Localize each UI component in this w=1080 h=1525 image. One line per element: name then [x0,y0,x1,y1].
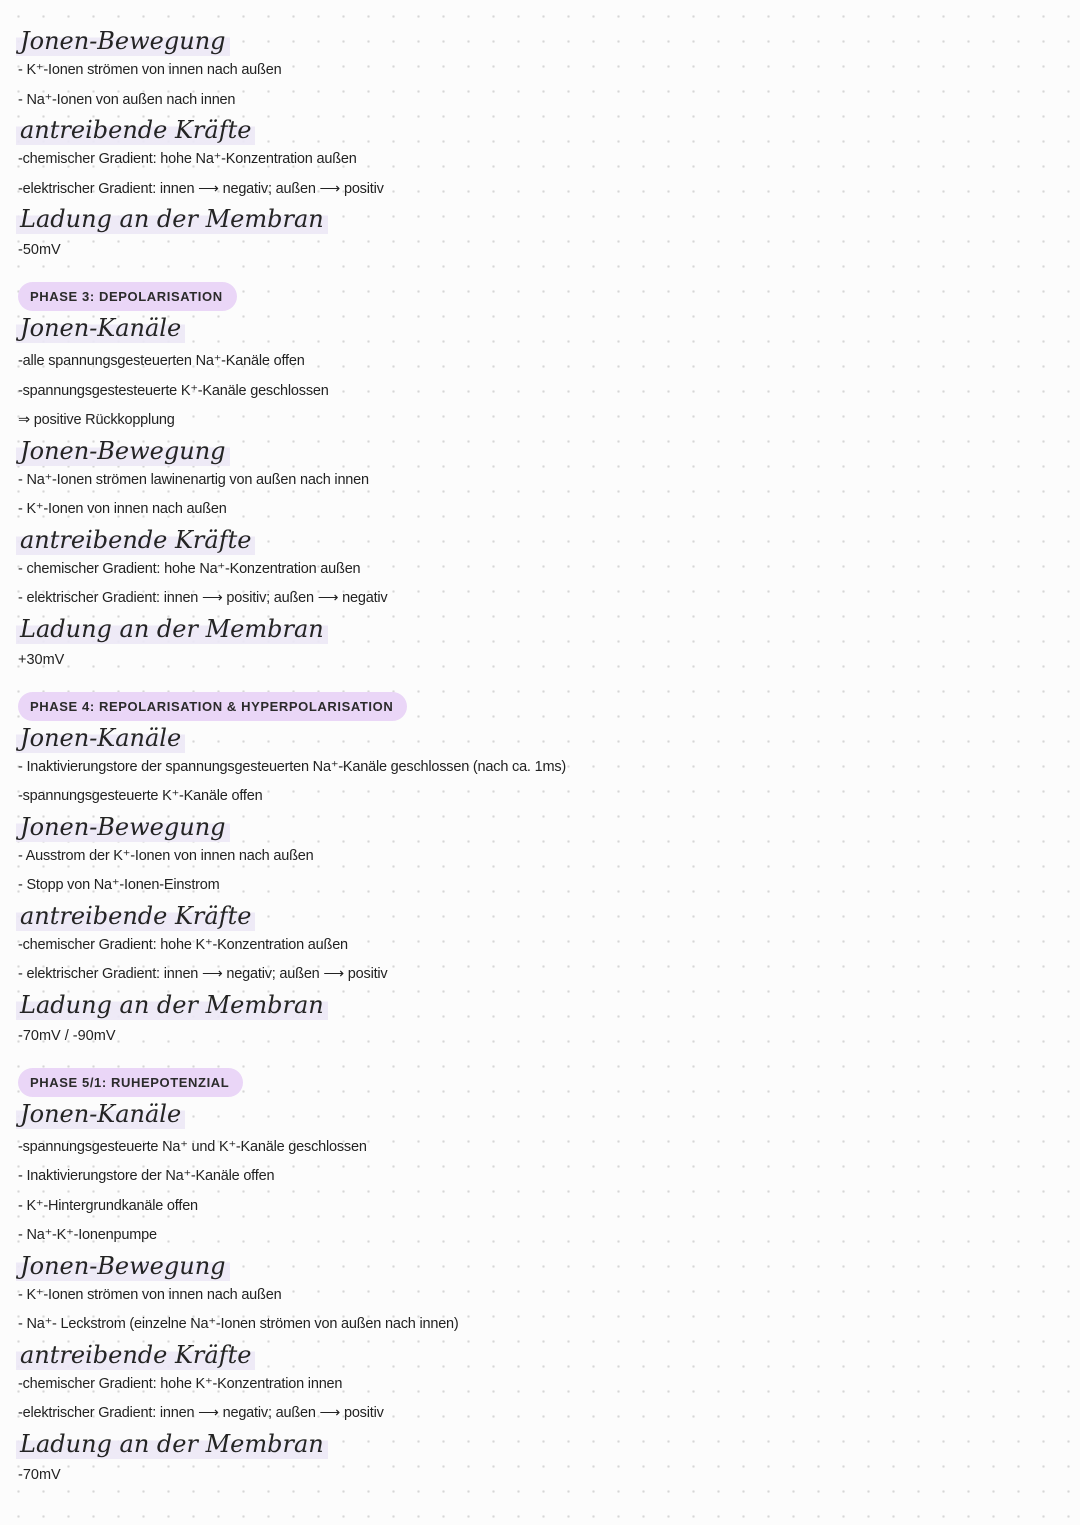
list-item: -chemischer Gradient: hohe K⁺-Konzentration außen [18,936,348,953]
list-item: -elektrischer Gradient: innen ⟶ negativ; außen ⟶ positiv [18,180,384,197]
heading-driving-forces: antreibende Kräfte [16,115,255,145]
heading-ion-channels: Jonen-Kanäle [16,1099,185,1129]
heading-ion-movement: Jonen-Bewegung [16,1251,230,1281]
list-item: - K⁺-Ionen von innen nach außen [18,501,227,517]
heading-membrane-charge: Ladung an der Membran [16,204,328,234]
list-item: - Inaktivierungstore der spannungsgesteuerten Na⁺-Kanäle geschlossen (nach ca. 1ms) [18,758,567,775]
notes-page [18,26,1058,1495]
list-item: - Inaktivierungstore der Na⁺-Kanäle offen [18,1168,275,1184]
list-item: - K⁺-Ionen strömen von innen nach außen [18,62,282,78]
membrane-voltage: -50mV [18,242,61,258]
list-item: -spannungsgesteuerte K⁺-Kanäle offen [18,788,263,804]
heading-ion-movement: Jonen-Bewegung [16,812,230,842]
membrane-voltage: -70mV / -90mV [18,1027,116,1044]
heading-membrane-charge: Ladung an der Membran [16,990,328,1020]
heading-membrane-charge: Ladung an der Membran [16,614,328,644]
heading-ion-movement: Jonen-Bewegung [16,26,230,56]
heading-driving-forces: antreibende Kräfte [16,901,255,931]
section-continuation [18,26,1058,260]
list-item: - Ausstrom der K⁺-Ionen von innen nach außen [18,847,314,864]
list-item: -elektrischer Gradient: innen ⟶ negativ; außen ⟶ positiv [18,1405,384,1421]
list-item: -chemischer Gradient: hohe Na⁺-Konzentration außen [18,151,357,167]
list-item: -chemischer Gradient: hohe K⁺-Konzentration innen [18,1375,343,1392]
list-item: - Na⁺-K⁺-Ionenpumpe [18,1227,157,1243]
section-phase-4 [18,680,1058,1046]
section-phase-5 [18,1056,1058,1485]
list-item: - Na⁺- Leckstrom (einzelne Na⁺-Ionen strömen von außen nach innen) [18,1316,459,1332]
membrane-voltage: +30mV [18,651,65,668]
phase-badge: PHASE 5/1: RUHEPOTENZIAL [18,1068,243,1097]
list-item: - chemischer Gradient: hohe Na⁺-Konzentration außen [18,560,361,577]
phase-badge: PHASE 4: REPOLARISATION & HYPERPOLARISATION [18,692,407,721]
list-item: - Na⁺-Ionen strömen lawinenartig von außen nach innen [18,471,369,488]
list-item: - Na⁺-Ionen von außen nach innen [18,91,236,108]
list-item: ⇒ positive Rückkopplung [18,412,175,428]
heading-membrane-charge: Ladung an der Membran [16,1429,328,1459]
heading-ion-movement: Jonen-Bewegung [16,436,230,466]
phase-badge: PHASE 3: DEPOLARISATION [18,282,237,311]
list-item: -alle spannungsgesteuerten Na⁺-Kanäle offen [18,353,305,369]
heading-driving-forces: antreibende Kräfte [16,525,255,555]
list-item: -spannungsgestesteuerte K⁺-Kanäle geschlossen [18,382,329,399]
list-item: - Stopp von Na⁺-Ionen-Einstrom [18,877,220,893]
heading-ion-channels: Jonen-Kanäle [16,313,185,343]
list-item: - elektrischer Gradient: innen ⟶ negativ; außen ⟶ positiv [18,966,388,982]
list-item: - elektrischer Gradient: innen ⟶ positiv; außen ⟶ negativ [18,590,388,606]
list-item: - K⁺-Ionen strömen von innen nach außen [18,1286,282,1303]
heading-ion-channels: Jonen-Kanäle [16,723,185,753]
heading-driving-forces: antreibende Kräfte [16,1340,255,1370]
membrane-voltage: -70mV [18,1466,61,1483]
list-item: -spannungsgesteuerte Na⁺ und K⁺-Kanäle geschlossen [18,1138,367,1155]
section-phase-3 [18,270,1058,670]
list-item: - K⁺-Hintergrundkanäle offen [18,1197,198,1214]
